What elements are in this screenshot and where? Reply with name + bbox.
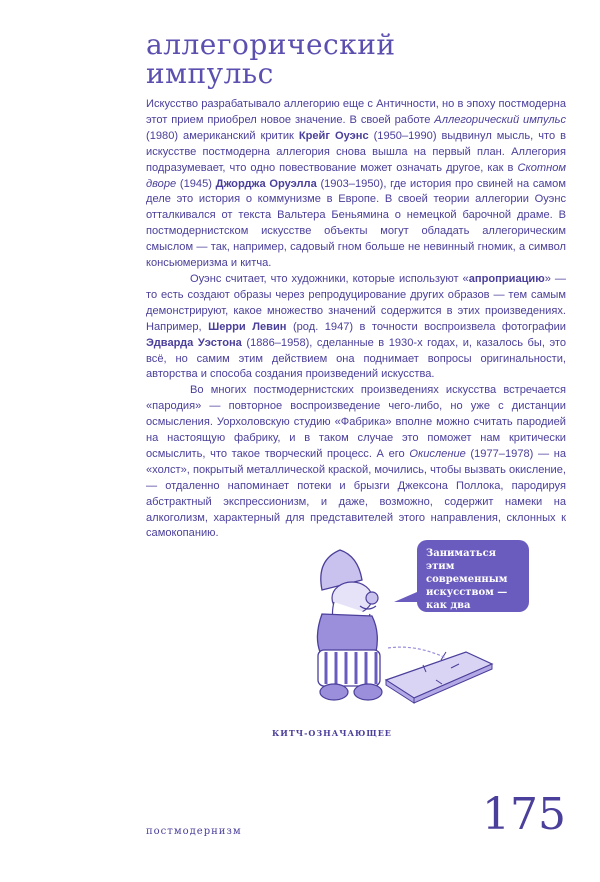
text-run: (1903–1950), где история про свиней на самом деле это история о коммунизме в Европе. В своей теории аллегории Оуэнс отталкивался от текста Вальтера Беньямина о немецкой барочной драме. В постмодернистском искусстве объекты могут обладать аллегорическим смыслом — так, например, садовый гном больше не невинный гномик, а символ консьюмеризма и китча.	[146, 177, 566, 270]
text-run: (1945)	[176, 177, 216, 190]
italic-title: Аллегорический импульс	[434, 113, 567, 126]
page-number: 175	[482, 789, 566, 840]
text-run: Оуэнс считает, что художники, которые используют «	[190, 272, 469, 285]
text-run: (1886–1958), сделанные в 1930-х годах, и, казалось бы, это всё, но самим этим действием она поднимает вопросы оригинальности, авторства и способа создания произведений искусства.	[146, 336, 566, 381]
running-footer: постмодернизм	[146, 826, 242, 837]
paragraph-1	[146, 97, 566, 272]
title-line-2: импульс	[146, 57, 274, 90]
paragraph-3	[146, 383, 566, 542]
paragraph-2	[146, 272, 566, 383]
body-text	[146, 97, 566, 542]
text-run: Искусство разрабатывало аллегорию еще с Античности, но в эпоху постмодерна этот прием приобрел новое значение. В своей работе	[146, 98, 566, 126]
text-run: » — то есть создают образы через репродуцирование других образов — тем самым демонстрируют, какое множество значений содержится в этих произведениях. Например,	[146, 272, 566, 333]
bold-name: Шерри Левин	[208, 320, 287, 333]
illustration-caption: КИТЧ-ОЗНАЧАЮЩЕЕ	[272, 728, 392, 738]
canvas-illustration	[386, 652, 492, 703]
text-run: (род. 1947) в точности воспроизвела фотографии	[286, 320, 566, 333]
page-title	[146, 30, 566, 88]
italic-title: Скотном дворе	[146, 161, 566, 190]
text-run: (1977–1978) — на «холст», покрытый металлической краской, мочились, чтобы вызвать окисление, — отдаленно напоминает потеки и брызги Джексона Поллока, пародируя абстрактный экспрессионизм, и даже, возможно, содержит намеки на алкоголизм, характерный для представителей этого направления, склонных к самокопанию.	[146, 447, 566, 540]
title-line-1: аллегорический	[146, 28, 396, 61]
speech-bubble: Заниматься этим современным искусством — как два пальца...	[417, 540, 529, 612]
bold-term: апроприацию	[468, 272, 545, 285]
bold-name: Эдварда Уэстона	[146, 336, 242, 349]
bold-name: Джорджа Оруэлла	[215, 177, 317, 190]
text-run: (1980) американский критик	[146, 129, 299, 142]
bold-name: Крейг Оуэнс	[298, 129, 369, 142]
text-run: Во многих постмодернистских произведениях искусства встречается «пародия» — повторное воспроизведение чего-либо, но уже с дистанции осмысления. Уорхоловскую студию «Фабрика» вполне можно считать пародией на настоящую фабрику, и в таком случае это поможет нам критически осмыслить, что такое творческий процесс. А его	[146, 384, 566, 460]
text-run: (1950–1990) выдвинул мысль, что в искусстве постмодерна аллегория снова вышла на первый план. Аллегория подразумевает, что одно повествование может означать другое, как в	[146, 129, 566, 174]
italic-title: Окисление	[409, 447, 466, 460]
